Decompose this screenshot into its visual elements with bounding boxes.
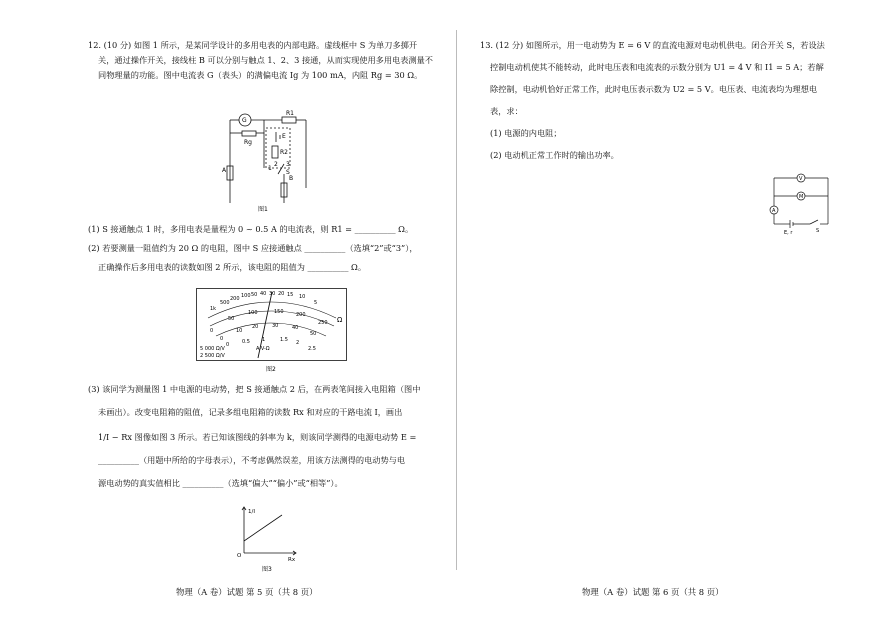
bottom-scale-1: 1 bbox=[262, 337, 266, 343]
q13-label-m: M bbox=[799, 194, 804, 200]
figure-2-caption: 图2 bbox=[266, 366, 276, 373]
q12-stem-line1: 12. (10 分) 如图 1 所示，是某同学设计的多用电表的内部电路。虚线框中 S 为单刀多掷开 bbox=[88, 40, 418, 50]
top-scale-500: 500 bbox=[220, 300, 230, 306]
figure-3-graph bbox=[230, 503, 300, 575]
top-scale-200: 200 bbox=[230, 296, 240, 302]
top-scale-20: 20 bbox=[278, 291, 285, 297]
mid-scale-200: 200 bbox=[296, 312, 306, 318]
dial-center-label: A-V-Ω bbox=[256, 346, 270, 352]
figure-2-meter-dial bbox=[196, 288, 348, 374]
fig1-label-1: 1 bbox=[268, 165, 272, 172]
q12-part1: (1) S 接通触点 1 时，多用电表是量程为 0 ~ 0.5 A 的电流表，则 R1 = __________ Ω。 bbox=[88, 224, 414, 234]
mid-scale-250: 250 bbox=[318, 320, 328, 326]
figure-1-caption: 图1 bbox=[258, 206, 268, 213]
ohm-symbol: Ω bbox=[337, 316, 343, 324]
q12-part3-line3: 1/I − Rx 图像如图 3 所示。若已知该图线的斜率为 k，则该同学测得的电源电动势 E = bbox=[98, 432, 417, 442]
q13-question1: (1) 电源的内电阻； bbox=[490, 128, 562, 138]
question-12 bbox=[88, 38, 440, 83]
spec-2500: 2 500 Ω/V bbox=[200, 353, 225, 359]
q13-stem-line3: 除控制，电动机恰好正常工作，此时电压表示数为 U2 = 5 V。电压表、电流表均为理想电 bbox=[490, 84, 818, 94]
fig1-label-r2: R2 bbox=[280, 149, 288, 156]
fig1-label-e: E bbox=[282, 133, 286, 140]
mid-scale-100: 100 bbox=[248, 310, 258, 316]
figure-3-caption: 图3 bbox=[262, 566, 272, 573]
fig1-label-b: B bbox=[289, 175, 294, 182]
q12-part3-line2: 未画出）。改变电阻箱的阻值，记录多组电阻箱的读数 Rx 和对应的干路电流 I，画出 bbox=[98, 407, 403, 417]
bottom-scale-0-5: 0.5 bbox=[242, 339, 250, 345]
top-scale-5: 5 bbox=[314, 300, 318, 306]
q13-label-s: S bbox=[816, 228, 820, 234]
low-scale-40: 40 bbox=[292, 325, 299, 331]
mid-scale-0: 0 bbox=[210, 328, 214, 334]
q13-stem-line4: 表，求： bbox=[490, 106, 523, 116]
page-divider bbox=[456, 30, 457, 570]
q12-part3-line5: 源电动势的真实值相比 __________（选填“偏大”“偏小”或“相等”）。 bbox=[98, 478, 343, 488]
fig1-label-s: S bbox=[286, 169, 290, 176]
q13-label-er: E, r bbox=[784, 230, 793, 236]
spec-5000: 5 000 Ω/V bbox=[200, 346, 225, 352]
q12-part3-line4: __________（用题中所给的字母表示），不考虑偶然误差，用该方法测得的电动势与电 bbox=[98, 455, 406, 465]
mid-scale-150: 150 bbox=[274, 309, 284, 315]
bottom-scale-1-5: 1.5 bbox=[280, 337, 288, 343]
footer-page-6: 物理（A 卷）试题 第 6 页（共 8 页） bbox=[582, 587, 724, 597]
top-scale-30: 30 bbox=[269, 291, 276, 297]
fig1-label-3: 3 bbox=[286, 161, 290, 168]
resistor-rg bbox=[242, 131, 256, 136]
bottom-scale-2: 2 bbox=[296, 340, 300, 346]
low-scale-50: 50 bbox=[310, 331, 317, 337]
top-scale-10: 10 bbox=[299, 294, 306, 300]
q13-label-a: A bbox=[772, 208, 776, 214]
bottom-scale-0: 0 bbox=[226, 342, 230, 348]
q12-part2-line1: (2) 若要测量一阻值约为 20 Ω 的电阻，图中 S 应接通触点 __________（选填“2”或“3”）， bbox=[88, 243, 418, 253]
bottom-scale-2-5: 2.5 bbox=[308, 346, 316, 352]
q13-stem-line1: 13. (12 分) 如图所示，用一电动势为 E = 6 V 的直流电源对电动机供电。闭合开关 S，若设法 bbox=[480, 40, 825, 50]
fig1-label-rg: Rg bbox=[244, 139, 252, 146]
q13-stem-line2: 控制电动机使其不能转动，此时电压表和电流表的示数分别为 U1 = 4 V 和 I1 = 5 A；若解 bbox=[490, 62, 824, 72]
resistor-r2 bbox=[272, 146, 278, 158]
graph-line bbox=[244, 515, 282, 541]
question-13 bbox=[480, 38, 832, 163]
fig1-label-a: A bbox=[222, 167, 227, 174]
q12-part2-line2: 正确操作后多用电表的读数如图 2 所示，该电阻的阻值为 __________ Ω。 bbox=[98, 262, 367, 272]
top-scale-1k: 1k bbox=[210, 306, 217, 312]
mid-scale-50: 50 bbox=[228, 316, 235, 322]
q12-stem-line2: 关，通过操作开关，接线柱 B 可以分别与触点 1、2、3 接通，从而实现使用多用电表测量不 bbox=[98, 55, 433, 65]
figure-1-circuit bbox=[200, 108, 330, 218]
origin-label: O bbox=[237, 553, 242, 559]
q13-label-v: V bbox=[799, 176, 803, 182]
low-scale-20: 20 bbox=[252, 324, 259, 330]
low-scale-30: 30 bbox=[272, 323, 279, 329]
fig1-label-r1: R1 bbox=[286, 110, 294, 117]
figure-q13-circuit bbox=[760, 172, 836, 236]
q12-stem-line3: 同物理量的功能。图中电流表 G（表头）的满偏电流 Ig 为 100 mA，内阻 Rg = 30 Ω。 bbox=[98, 70, 423, 80]
switch-lever bbox=[810, 220, 818, 224]
top-scale-15: 15 bbox=[287, 292, 294, 298]
fig1-label-g: G bbox=[242, 117, 247, 124]
top-scale-50: 50 bbox=[251, 292, 258, 298]
q13-question2: (2) 电动机正常工作时的输出功率。 bbox=[490, 150, 619, 160]
x-axis-label: Rx bbox=[288, 557, 296, 563]
y-axis-label: 1/I bbox=[248, 509, 255, 515]
q12-part3-line1: (3) 该同学为测量图 1 中电源的电动势，把 S 接通触点 2 后，在两表笔间接入电阻箱（图中 bbox=[88, 384, 421, 394]
low-scale-10: 10 bbox=[236, 328, 243, 334]
resistor-r1 bbox=[282, 117, 296, 123]
top-scale-100: 100 bbox=[241, 293, 251, 299]
question-12-part-3 bbox=[88, 382, 440, 491]
fig1-label-2: 2 bbox=[274, 161, 278, 168]
low-scale-0: 0 bbox=[220, 336, 224, 342]
question-12-parts-1-2 bbox=[88, 222, 440, 275]
footer-page-5: 物理（A 卷）试题 第 5 页（共 8 页） bbox=[176, 587, 318, 597]
top-scale-40: 40 bbox=[260, 291, 267, 297]
